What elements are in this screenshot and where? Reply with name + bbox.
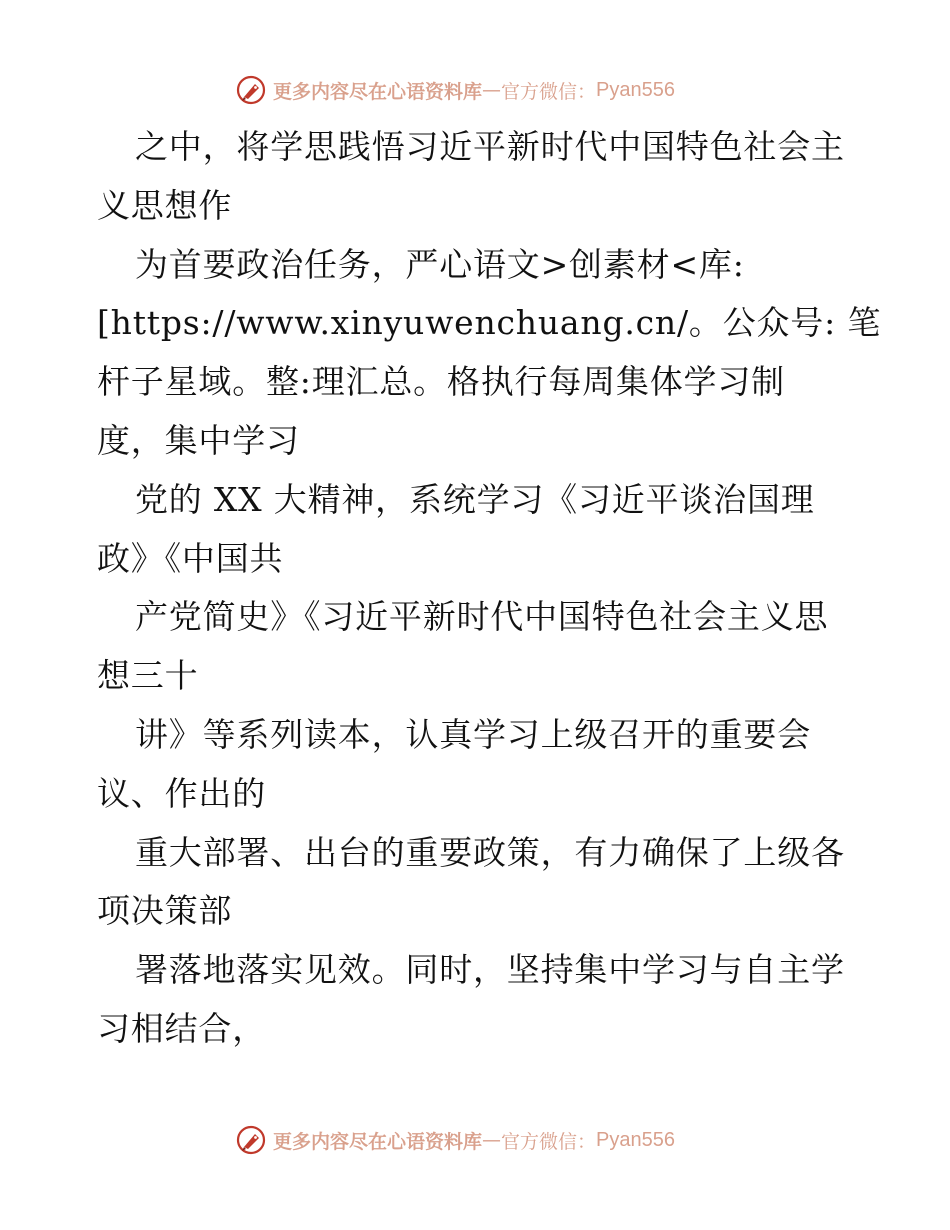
body-line: 项决策部	[97, 891, 233, 931]
footer-watermark	[235, 1122, 675, 1158]
header-watermark	[235, 72, 675, 108]
watermark-wechat-handle: Pyan556	[596, 78, 675, 101]
pen-nib-logo-icon	[235, 74, 267, 106]
watermark-dash: —	[482, 1129, 502, 1151]
watermark-dash: —	[482, 79, 502, 101]
watermark-site-text: 更多内容尽在心语资料库	[273, 80, 483, 103]
body-line: 之中，将学思践悟习近平新时代中国特色社会主	[135, 127, 845, 166]
body-line: 议、作出的	[97, 773, 266, 813]
body-line: 重大部署、出台的重要政策，有力确保了上级各	[135, 832, 845, 872]
body-line: 为首要政治任务，严心语文>创素材<库:	[135, 244, 745, 284]
pen-nib-logo-icon	[235, 1124, 267, 1156]
body-line: 党的 XX 大精神，系统学习《习近平谈治国理	[135, 479, 815, 519]
body-line: 习相结合，	[97, 1008, 266, 1048]
watermark-wechat-handle: Pyan556	[596, 1128, 675, 1151]
body-line: 政》《中国共	[97, 538, 284, 578]
watermark-wechat-label: 官方微信：	[501, 1130, 597, 1153]
body-line: 义思想作	[97, 185, 233, 225]
body-line: 讲》等系列读本，认真学习上级召开的重要会	[135, 714, 811, 754]
body-line: 杆子星域。整:理汇总。格执行每周集体学习制	[97, 362, 785, 402]
body-line: 产党简史》《习近平新时代中国特色社会主义思	[135, 597, 829, 637]
body-line: 署落地落实见效。同时，坚持集中学习与自主学	[135, 950, 845, 990]
body-line: 想三十	[97, 656, 199, 696]
body-text	[97, 118, 897, 1059]
watermark-site-text: 更多内容尽在心语资料库	[273, 1130, 483, 1153]
body-line: [https://www.xinyuwenchuang.cn/。公众号: 笔	[97, 303, 882, 343]
body-line: 度，集中学习	[97, 420, 300, 460]
watermark-wechat-label: 官方微信：	[501, 80, 597, 103]
